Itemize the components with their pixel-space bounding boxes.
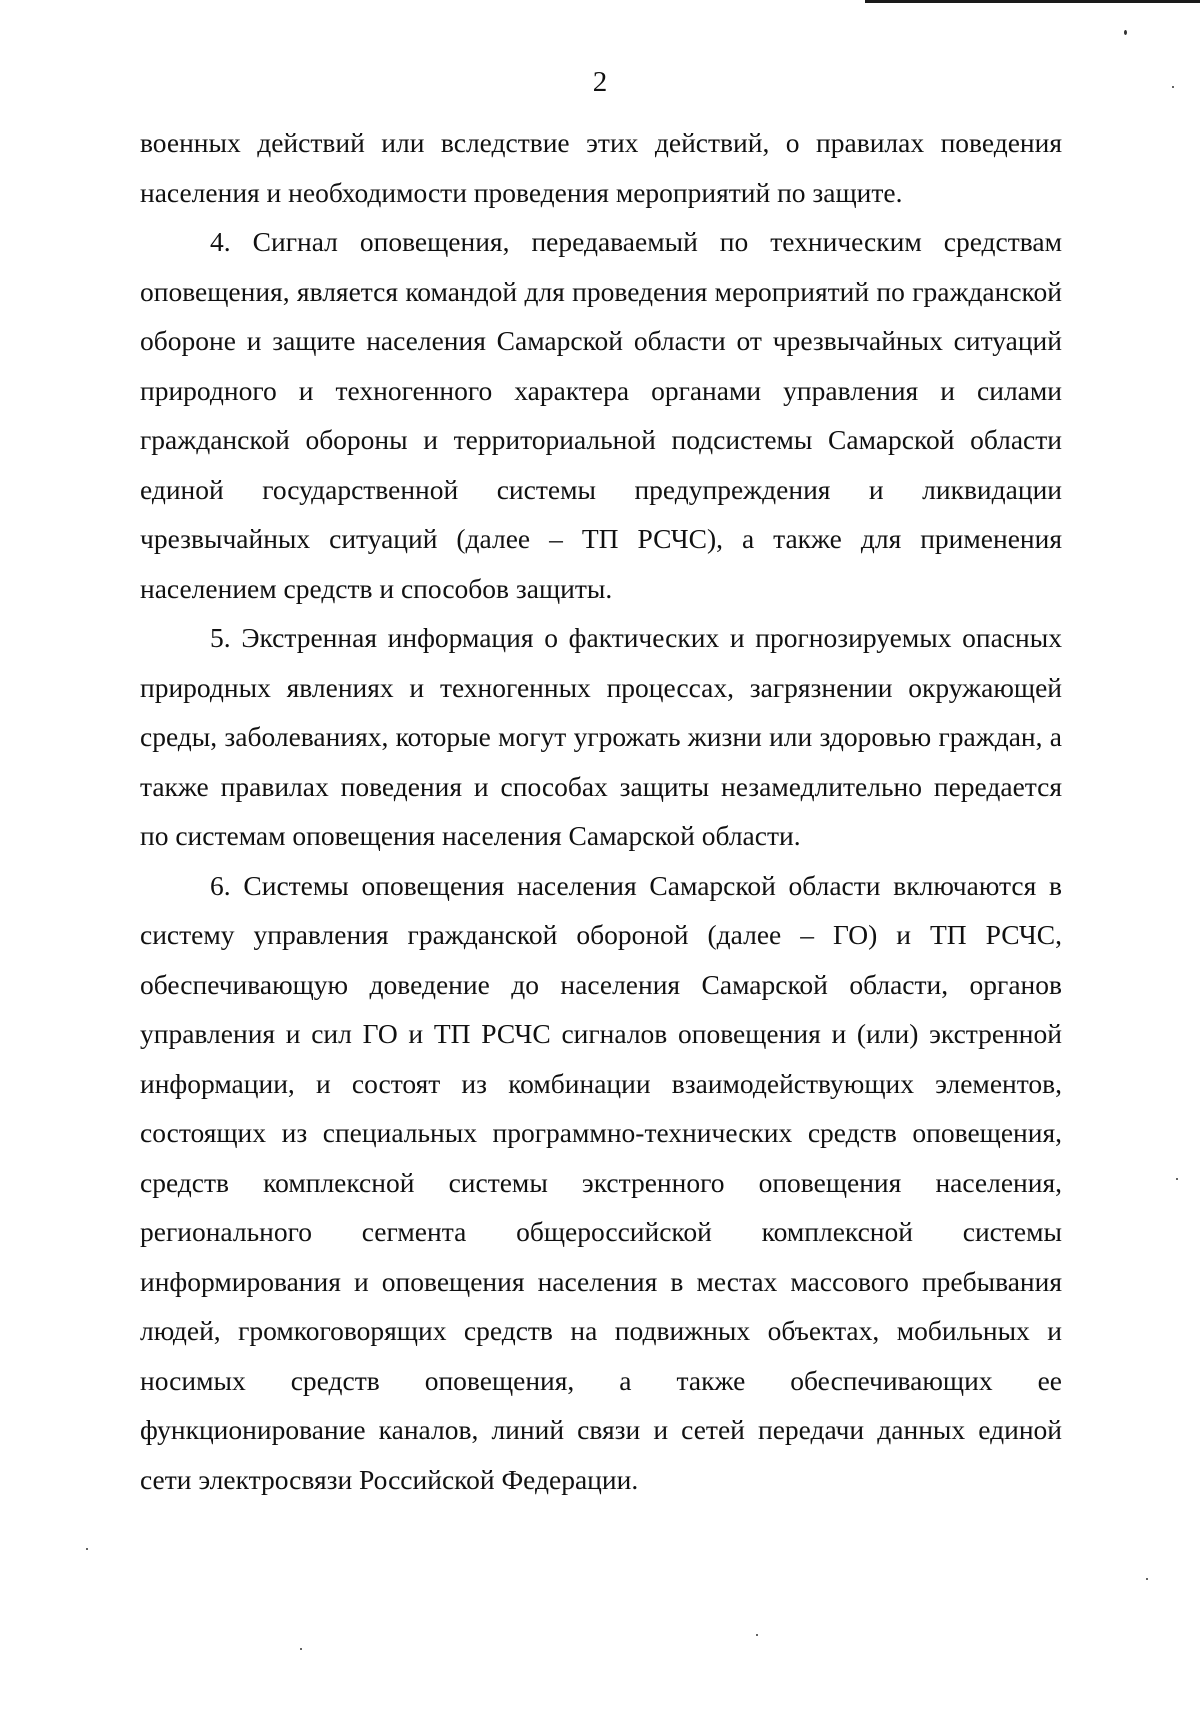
page-number: 2 [592,66,608,98]
paragraph-item-6: 6. Системы оповещения населения Самарской области включаются в систему управления гражданской обороной (далее – ГО) и ТП РСЧС, обеспечивающую доведение до населения Самарской области, органов управления и сил ГО и ТП РСЧС сигналов оповещения и (или) экстренной информации, и состоят из комбинации взаимодействующих элементов, состоящих из специальных программно-технических средств оповещения, средств комплексной системы экстренного оповещения населения, регионального сегмента общероссийской комплексной системы информирования и оповещения населения в местах массового пребывания людей, громкоговорящих средств на подвижных объектах, мобильных и носимых средств оповещения, а также обеспечивающих ее функционирование каналов, линий связи и сетей передачи данных единой сети электросвязи Российской Федерации. [140,869,1062,1495]
scan-speck [1176,1178,1178,1180]
scan-speck [756,1634,758,1636]
scan-speck [1172,86,1174,88]
scan-speck [1146,1578,1148,1580]
scan-speck [86,1548,88,1550]
scan-speck [1124,30,1127,35]
top-border-line [865,0,1200,3]
document-body [140,118,1062,1504]
scan-speck [300,1648,302,1650]
paragraph-item-5: 5. Экстренная информация о фактических и прогнозируемых опасных природных явлениях и техногенных процессах, загрязнении окружающей среды, заболеваниях, которые могут угрожать жизни или здоровью граждан, а также правилах поведения и способах защиты незамедлительно передается по системам оповещения населения Самарской области. [140,622,1062,851]
paragraph-continuation: военных действий или вследствие этих действий, о правилах поведения населения и необходимости проведения мероприятий по защите. [140,127,1062,208]
paragraph-item-4: 4. Сигнал оповещения, передаваемый по техническим средствам оповещения, является командой для проведения мероприятий по гражданской обороне и защите населения Самарской области от чрезвычайных ситуаций природного и техногенного характера органами управления и силами гражданской обороны и территориальной подсистемы Самарской области единой государственной системы предупреждения и ликвидации чрезвычайных ситуаций (далее – ТП РСЧС), а также для применения населением средств и способов защиты. [140,226,1062,604]
